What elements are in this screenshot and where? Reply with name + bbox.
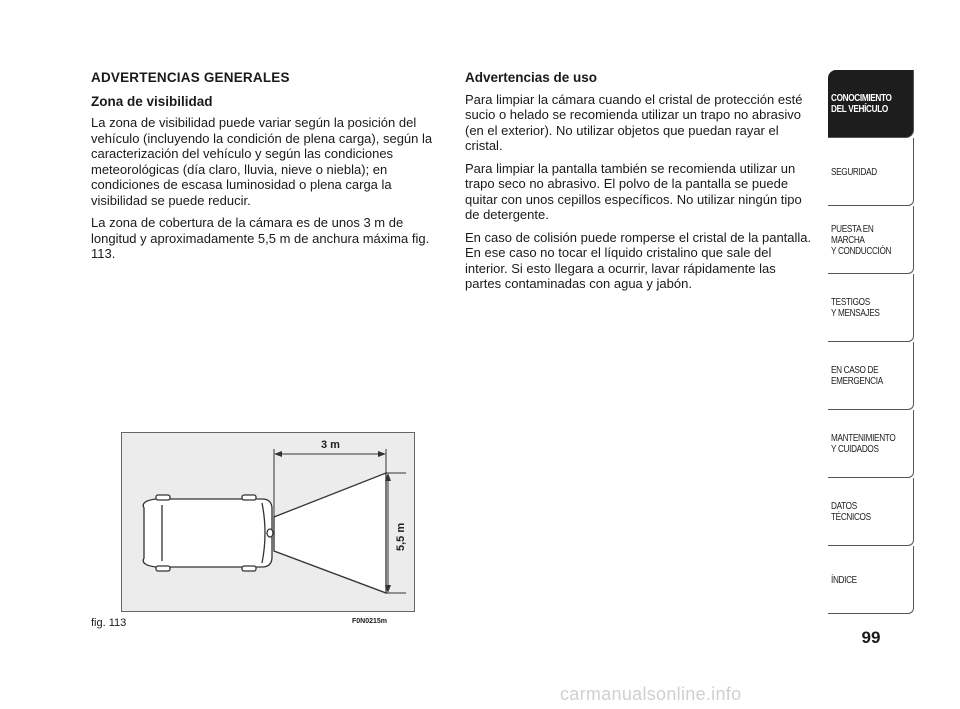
paragraph: La zona de cobertura de la cámara es de unos 3 m de longitud y aproximadamente 5,5 m de anchura máxima fig. 113.	[91, 215, 430, 261]
figure-code: F0N0215m	[352, 618, 388, 625]
tab-label-line: Y MENSAJES	[831, 308, 880, 319]
section-heading: ADVERTENCIAS GENERALES	[91, 70, 290, 85]
figure-caption: fig. 113	[91, 617, 127, 629]
tab-label	[831, 484, 913, 540]
tab-section[interactable]	[828, 342, 914, 410]
camera-coverage-diagram	[122, 433, 414, 611]
tab-section[interactable]	[828, 206, 914, 274]
tab-section[interactable]	[828, 274, 914, 342]
length-dimension-arrow	[274, 451, 386, 457]
tab-label-line: TESTIGOS	[831, 297, 870, 308]
paragraph: La zona de visibilidad puede variar según la posición del vehículo (incluyendo la condición de plena carga), según la caracterización del vehículo y según las condiciones meteorológicas (día claro, lluvia, nieve o niebla); en condiciones de escasa luminosidad o plena carga la visibilidad se puede reducir.	[91, 115, 433, 208]
left-column	[91, 70, 441, 269]
tab-label	[831, 416, 913, 472]
right-column	[465, 70, 815, 299]
page-number: 99	[861, 628, 881, 647]
tab-section[interactable]	[828, 478, 914, 546]
tab-label-line: MANTENIMIENTO	[831, 433, 896, 444]
length-label: 3 m	[321, 439, 340, 451]
van-top-view-icon	[143, 495, 273, 571]
tab-label-line: SEGURIDAD	[831, 166, 877, 178]
tab-label-line: TÉCNICOS	[831, 512, 871, 523]
tab-label	[831, 76, 913, 132]
tab-label-line: CONOCIMIENTO	[831, 93, 892, 104]
tab-label	[831, 552, 913, 608]
tab-label-line: MARCHA	[831, 234, 865, 246]
tab-section[interactable]	[828, 70, 914, 138]
tab-label-line: Y CONDUCCIÓN	[831, 245, 892, 257]
tab-section[interactable]	[828, 546, 914, 614]
watermark: carmanualsonline.info	[560, 684, 742, 704]
subsection-heading: Zona de visibilidad	[91, 93, 213, 109]
tab-label	[831, 348, 913, 404]
tab-label-line: Y CUIDADOS	[831, 444, 879, 455]
tab-section[interactable]	[828, 410, 914, 478]
tab-label-line: DATOS	[831, 501, 857, 512]
section-tabs	[828, 70, 914, 614]
tab-label-line: DEL VEHÍCULO	[831, 104, 888, 115]
tab-section[interactable]	[828, 138, 914, 206]
tab-label-line: ÍNDICE	[831, 574, 857, 586]
tab-label-line: PUESTA EN	[831, 223, 874, 235]
coverage-zone	[274, 473, 386, 593]
tab-label	[831, 144, 913, 200]
width-label: 5,5 m	[395, 522, 407, 551]
camera-coverage-figure	[121, 432, 415, 612]
paragraph: Para limpiar la pantalla también se recomienda utilizar un trapo seco no abrasivo. El polvo de la pantalla se puede quitar con unos cepillos específicos. No utilizar ningún tipo de detergente.	[465, 160, 802, 222]
paragraph: En caso de colisión puede romperse el cristal de la pantalla. En ese caso no tocar el líquido cristalino que sale del interior. Si esto llegara a ocurrir, lavar rápidamente las partes contaminadas con agua y jabón.	[465, 229, 812, 291]
subsection-heading: Advertencias de uso	[465, 70, 598, 85]
tab-label	[831, 280, 913, 336]
tab-label-line: EMERGENCIA	[831, 376, 883, 387]
paragraph: Para limpiar la cámara cuando el cristal de protección esté sucio o helado se recomienda utilizar un trapo no abrasivo (en el exterior). No utilizar objetos que puedan rayar el cristal.	[465, 91, 803, 153]
tab-label	[831, 212, 913, 268]
tab-label-line: EN CASO DE	[831, 365, 879, 376]
